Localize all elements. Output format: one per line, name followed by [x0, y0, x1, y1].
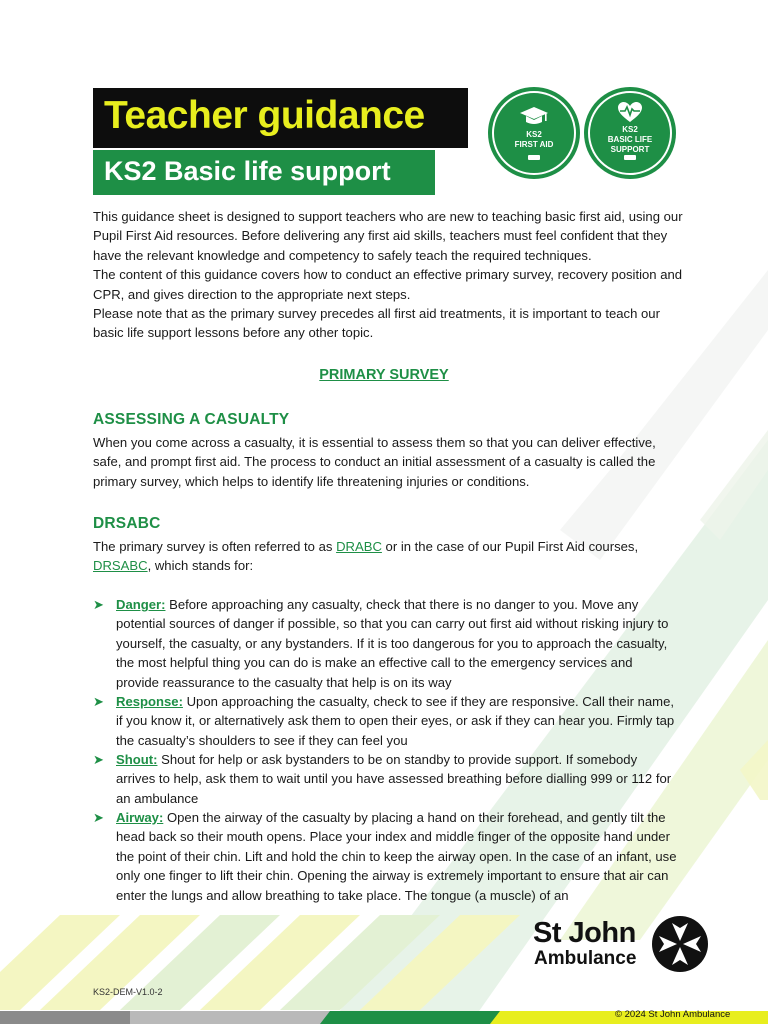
- badge-line2: BASIC LIFE: [607, 135, 653, 144]
- assessing-heading: ASSESSING A CASUALTY: [93, 411, 290, 428]
- badge-line3: SUPPORT: [610, 145, 650, 154]
- maltese-cross-icon: [651, 915, 709, 973]
- badge-line1: KS2: [526, 130, 542, 139]
- list-item: [93, 750, 678, 808]
- drsabc-intro-text: The primary survey is often referred to as: [93, 539, 337, 554]
- drsabc-intro-text: , which stands for:: [147, 558, 254, 574]
- arrow-bullet-icon: ➤: [93, 597, 104, 612]
- st-john-ambulance-logo: [533, 915, 723, 975]
- copyright: © 2024 St John Ambulance: [615, 1009, 731, 1020]
- drabc-link[interactable]: DRABC: [336, 539, 382, 554]
- drsabc-intro-text: or in the case of our Pupil First Aid courses,: [381, 539, 639, 554]
- badge-line2: FIRST AID: [514, 140, 554, 149]
- intro-paragraph: This guidance sheet is designed to support teachers who are new to teaching basic first aid, using our Pupil First Aid resources. Before delivering any first aid skills, teachers must feel confident that they have the relevant knowledge and competency to safely teach the required techniques.: [93, 209, 683, 263]
- page-subtitle: KS2 Basic life support: [104, 156, 391, 186]
- bullet-term[interactable]: Danger:: [116, 597, 166, 612]
- page-title: Teacher guidance: [104, 94, 425, 137]
- logo-line1: St John: [533, 917, 636, 949]
- badge-ks2-first-aid: [488, 87, 580, 179]
- bullet-text: Shout for help or ask bystanders to be on standby to provide support. If somebody arrives to help, ask them to wait until you have assessed breathing before dialling 999 or 112 for an ambulance: [116, 752, 672, 806]
- badge-line1: KS2: [622, 125, 638, 134]
- list-item: [93, 808, 678, 905]
- drsabc-heading: DRSABC: [93, 515, 161, 532]
- badge-ks2-basic-life-support: [584, 87, 676, 179]
- list-item: [93, 692, 678, 750]
- title-banner: [93, 88, 468, 148]
- intro-text: [93, 207, 683, 343]
- bullet-text: Before approaching any casualty, check that there is no danger to you. Move any potential sources of danger if possible, so that you can carry out first aid without risking injury to yourself, the casualty, or any bystanders. If it is too dangerous for you to approach the casualty, the most helpful thing you can do is make an effective call to the emergency services and provide reassurance to the casualty that help is on its way: [116, 597, 669, 690]
- heartbeat-icon: [617, 101, 643, 123]
- drsabc-link[interactable]: DRSABC: [93, 558, 148, 574]
- assessing-body: When you come across a casualty, it is essential to assess them so that you can deliver effective, safe, and prompt first aid. The process to conduct an initial assessment of a casualty is called the primary survey, which helps to identify life threatening injuries or conditions.: [93, 435, 656, 489]
- bullet-text: Open the airway of the casualty by placing a hand on their forehead, and gently tilt the head back so their mouth opens. Place your index and middle finger of the opposite hand under the point of their chin. Lift and hold the chin to keep the airway open. In the case of an infant, use only one finger to lift their chin. Opening the airway is extremely important to ensure that air can enter the lungs and allow breathing to take place. The tongue (a muscle) of an: [116, 810, 677, 903]
- document-id: KS2-DEM-V1.0-2: [93, 987, 163, 997]
- subtitle-banner: [93, 150, 435, 195]
- bullet-text: Upon approaching the casualty, check to see if they are responsive. Call their name, if you know it, or alternatively ask them to open their eyes, or ask if they can hear you. Firmly tap the casualty’s shoulders to see if they can feel you: [116, 694, 675, 748]
- list-item: [93, 595, 678, 692]
- arrow-bullet-icon: ➤: [93, 694, 104, 709]
- intro-paragraph: The content of this guidance covers how to conduct an effective primary survey, recovery position and CPR, and gives direction to the appropriate next steps.: [93, 267, 683, 302]
- arrow-bullet-icon: ➤: [93, 752, 104, 767]
- logo-line2: Ambulance: [534, 948, 637, 969]
- intro-paragraph: Please note that as the primary survey precedes all first aid treatments, it is important to teach our basic life support lessons before any other topic.: [93, 306, 660, 341]
- arrow-bullet-icon: ➤: [93, 810, 104, 825]
- drsabc-intro: [93, 537, 683, 576]
- graduation-cap-icon: [519, 105, 549, 127]
- bullet-term[interactable]: Response:: [116, 694, 183, 709]
- bullet-term[interactable]: Shout:: [116, 752, 158, 767]
- bullet-term[interactable]: Airway:: [116, 810, 164, 825]
- section-title: PRIMARY SURVEY: [319, 367, 449, 383]
